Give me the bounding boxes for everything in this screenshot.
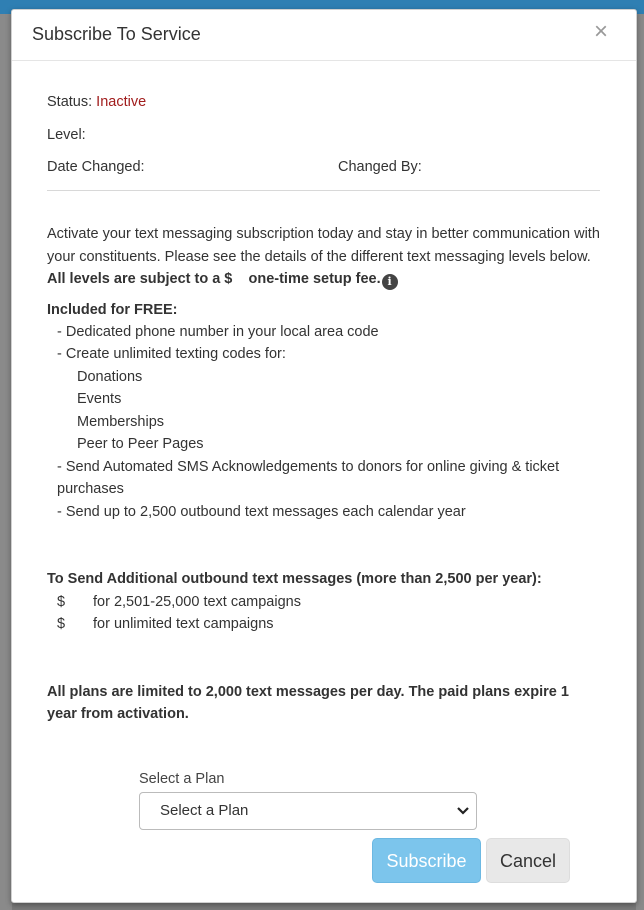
level-label: Level: bbox=[47, 127, 86, 143]
chevron-down-icon bbox=[456, 793, 470, 842]
list-item: - Send Automated SMS Acknowledgements to donors for online giving & ticket purchases bbox=[57, 458, 560, 497]
free-list bbox=[47, 321, 600, 524]
price-text: for 2,501-25,000 text campaigns bbox=[93, 593, 301, 610]
date-changed-label: Date Changed: bbox=[47, 159, 145, 175]
subscribe-modal bbox=[11, 9, 637, 903]
info-icon[interactable]: i bbox=[382, 274, 398, 290]
code-type-item: Memberships bbox=[77, 413, 165, 430]
level-row bbox=[47, 127, 600, 147]
price-line bbox=[47, 613, 600, 636]
cancel-button[interactable]: Cancel bbox=[486, 838, 570, 883]
intro-text: Activate your text messaging subscription today and stay in better communication with your constituents. Please see the details of the different text messaging levels below. bbox=[47, 226, 600, 265]
free-section-title: Included for FREE: bbox=[47, 301, 178, 318]
code-type-item: Donations bbox=[77, 368, 143, 385]
list-item: - Send up to 2,500 outbound text messages each calendar year bbox=[57, 503, 466, 520]
list-item: - Dedicated phone number in your local area code bbox=[57, 323, 379, 340]
background-right-strip bbox=[636, 14, 644, 910]
date-row bbox=[47, 159, 600, 179]
price-currency: $ bbox=[57, 593, 66, 610]
additional-section bbox=[47, 568, 600, 636]
intro-paragraph bbox=[47, 223, 607, 291]
modal-header bbox=[12, 10, 636, 61]
modal-title: Subscribe To Service bbox=[32, 24, 201, 44]
code-type-item: Events bbox=[77, 391, 122, 407]
code-type-item: Peer to Peer Pages bbox=[77, 436, 204, 452]
price-line bbox=[47, 591, 600, 614]
price-text: for unlimited text campaigns bbox=[93, 616, 274, 632]
setup-fee-prefix: All levels are subject to a $ bbox=[47, 271, 233, 287]
status-label: Status: bbox=[47, 94, 93, 110]
plan-selector-group bbox=[139, 770, 600, 830]
plan-select-value: Select a Plan bbox=[160, 801, 249, 819]
list-item: - Create unlimited texting codes for: bbox=[57, 346, 286, 362]
status-value: Inactive bbox=[96, 94, 147, 110]
status-row bbox=[47, 94, 600, 114]
limits-note: All plans are limited to 2,000 text messages per day. The paid plans expire 1 year from activation. bbox=[47, 683, 569, 722]
close-icon[interactable]: × bbox=[593, 18, 608, 45]
divider bbox=[47, 190, 600, 191]
subscribe-button[interactable]: Subscribe bbox=[372, 838, 481, 883]
changed-by-label: Changed By: bbox=[338, 159, 422, 175]
modal-body bbox=[12, 94, 636, 830]
plan-select[interactable] bbox=[139, 792, 477, 830]
price-currency: $ bbox=[57, 616, 66, 632]
additional-heading: To Send Additional outbound text messages (more than 2,500 per year): bbox=[47, 571, 542, 587]
setup-fee-suffix: one-time setup fee. bbox=[248, 271, 381, 287]
plan-label: Select a Plan bbox=[139, 770, 225, 787]
